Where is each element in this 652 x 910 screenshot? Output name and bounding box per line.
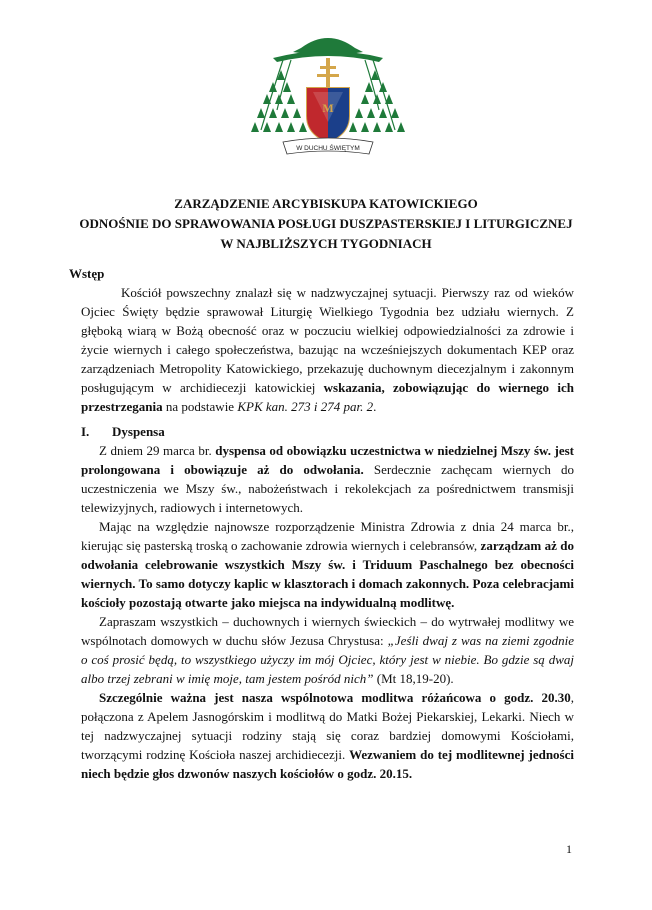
page-number: 1 <box>566 842 572 856</box>
intro-text-cont: na podstawie <box>162 399 238 414</box>
shield-letter: M <box>322 101 334 115</box>
tassels-right <box>349 70 405 132</box>
intro-text: Kościół powszechny znalazł się w nadzwyczajnej sytuacji. Pierwszy raz od wieków Ojciec Święty będzie sprawował Liturgię Wielkiego Tygodnia bez udziału wiernych. Z głęboką wiarą w Bożą obecność oraz w poczuciu wielkiej odpowiedzialności za zdrowie i życie wiernych i całego społeczeństwa, bazując na wcześniejszych dokumentach KEP oraz zarządzeniach Metropolity Katowickiego, przekazuję duchownym diecezjalnym i zakonnym posługującym w archidiecezji katowickiej <box>81 285 574 395</box>
document-heading <box>60 194 592 254</box>
tassels-left <box>251 70 307 132</box>
emphasis: dyspensa od obowiązku uczestnictwa w niedzielnej Mszy św. jest prolongowana i obowiązuje aż do odwołania. <box>81 443 574 477</box>
intro-title: Wstęp <box>69 266 105 281</box>
paragraph-celebrations <box>81 517 574 612</box>
text: Mając na względzie najnowsze rozporządzenie Ministra Zdrowia z dnia 24 marca br., kierując się pasterską troską o zachowanie zdrowia wiernych i celebransów, <box>81 519 574 553</box>
text: , połączona z Apelem Jasnogórskim i modlitwą do Matki Bożej Piekarskiej, Lekarki. Niech w tej nadzwyczajnej sytuacji rodziny stają się coraz bardziej domowymi Kościołami, tworzącymi rodzinę Kościoła naszej archidiecezji. <box>81 690 574 762</box>
canon-law-reference: KPK kan. 273 i 274 par. 2 <box>237 399 374 414</box>
intro-end: . <box>373 399 377 414</box>
section-numeral: I. <box>81 424 90 439</box>
emphasis: Szczególnie ważna jest nasza wspólnotowa modlitwa różańcowa o godz. 20.30 <box>99 690 571 705</box>
emphasis: Wezwaniem do tej modlitewnej jedności niech będzie głos dzwonów naszych kościołów o godz. 20.15. <box>81 747 574 781</box>
text: Zapraszam wszystkich – duchownych i wiernych świeckich – do wytrwałej modlitwy we wspólnotach domowych w duchu słów Jezusa Chrystusa: <box>81 614 574 648</box>
intro-paragraph <box>81 283 574 416</box>
intro-emphasis: wskazania, zobowiązując do wiernego ich przestrzegania <box>81 380 574 414</box>
scripture-quote: „Jeśli dwaj z was na ziemi zgodnie o coś prosić będą, to wszystkiego użyczy im mój Ojciec, który jest w niebie. Bo gdzie są dwaj albo trzej zebrani w imię moje, tam jestem pośród nich” <box>81 633 574 686</box>
intro-body <box>81 283 574 416</box>
shield-icon <box>307 88 349 142</box>
scripture-reference: (Mt 18,19-20). <box>373 671 454 686</box>
heading-line-2: ODNOŚNIE DO SPRAWOWANIA POSŁUGI DUSZPASTERSKIEJ I LITURGICZNEJ <box>79 216 573 231</box>
section-title: Dyspensa <box>112 424 165 439</box>
paragraph-dispensation <box>81 441 574 517</box>
heading-line-3: W NAJBLIŻSZYCH TYGODNIACH <box>220 236 432 251</box>
text: Serdecznie zachęcam wiernych do uczestniczenia we Mszy św., nabożeństwach i rekolekcjach za pośrednictwem transmisji telewizyjnych, radiowych i internetowych. <box>81 462 574 515</box>
section-body <box>81 441 574 783</box>
paragraph-rosary <box>81 688 574 783</box>
motto-text: W DUCHU ŚWIĘTYM <box>296 145 360 152</box>
paragraph-prayer <box>81 612 574 688</box>
emphasis: zarządzam aż do odwołania celebrowanie wszystkich Mszy św. i Triduum Paschalnego bez obecności wiernych. To samo dotyczy kaplic w klasztorach i domach zakonnych. Poza celebracjami kościoły pozostają otwarte jako miejsca na indywidualną modlitwę. <box>81 538 574 610</box>
text: Z dniem 29 marca br. <box>99 443 216 458</box>
heading-line-1: ZARZĄDZENIE ARCYBISKUPA KATOWICKIEGO <box>174 196 478 211</box>
coat-of-arms <box>243 30 413 162</box>
